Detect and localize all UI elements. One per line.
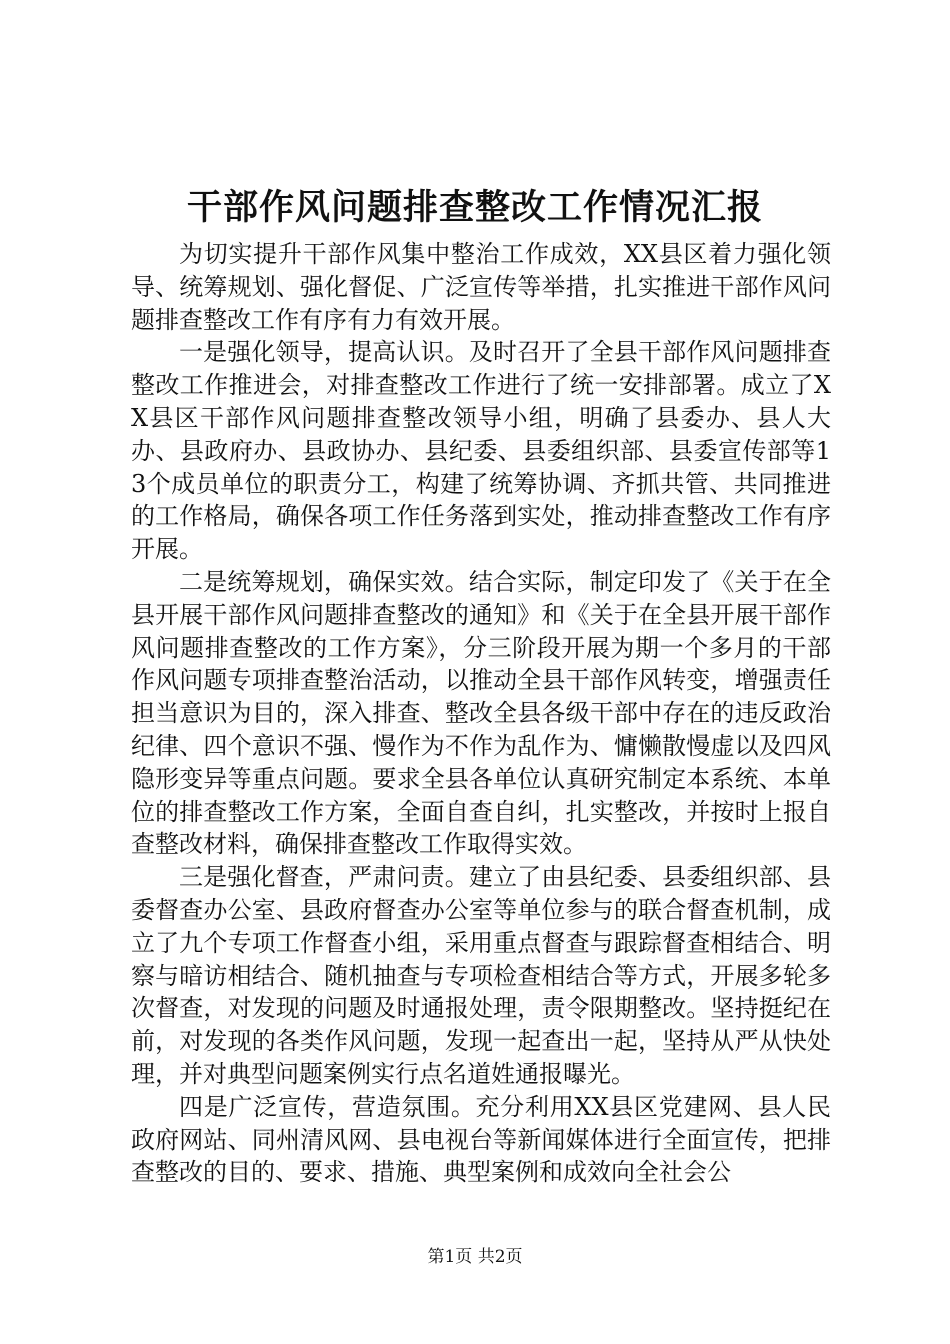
document-body [131, 238, 831, 1189]
paragraph-planning: 二是统筹规划，确保实效。结合实际，制定印发了《关于在全县开展干部作风问题排查整改的通知》和《关于在全县开展干部作风问题排查整改的工作方案》，分三阶段开展为期一个多月的干部作风问题专项排查整治活动，以推动全县干部作风转变，增强责任担当意识为目的，深入排查、整改全县各级干部中存在的违反政治纪律、四个意识不强、慢作为不作为乱作为、慵懒散慢虚以及四风隐形变异等重点问题。要求全县各单位认真研究制定本系统、本单位的排查整改工作方案，全面自查自纠，扎实整改，并按时上报自查整改材料，确保排查整改工作取得实效。 [131, 567, 831, 859]
paragraph-supervision: 三是强化督查，严肃问责。建立了由县纪委、县委组织部、县委督查办公室、县政府督查办公室等单位参与的联合督查机制，成立了九个专项工作督查小组，采用重点督查与跟踪督查相结合、明察与暗访相结合、随机抽查与专项检查相结合等方式，开展多轮多次督查，对发现的问题及时通报处理，责令限期整改。坚持挺纪在前，对发现的各类作风问题，发现一起查出一起，坚持从严从快处理，并对典型问题案例实行点名道姓通报曝光。 [131, 863, 831, 1088]
document-title: 干部作风问题排查整改工作情况汇报 [186, 187, 763, 228]
paragraph-intro: 为切实提升干部作风集中整治工作成效，XX县区着力强化领导、统筹规划、强化督促、广泛宣传等举措，扎实推进干部作风问题排查整改工作有序有力有效开展。 [131, 240, 831, 334]
paragraph-publicity: 四是广泛宣传，营造氛围。充分利用XX县区党建网、县人民政府网站、同州清风网、县电视台等新闻媒体进行全面宣传，把排查整改的目的、要求、措施、典型案例和成效向全社会公 [131, 1092, 831, 1187]
page-footer: 第1页 共2页 [427, 1247, 523, 1267]
paragraph-leadership: 一是强化领导，提高认识。及时召开了全县干部作风问题排查整改工作推进会，对排查整改工作进行了统一安排部署。成立了XX县区干部作风问题排查整改领导小组，明确了县委办、县人大办、县政府办、县政协办、县纪委、县委组织部、县委宣传部等13个成员单位的职责分工，构建了统筹协调、齐抓共管、共同推进的工作格局，确保各项工作任务落到实处，推动排查整改工作有序开展。 [131, 338, 831, 564]
